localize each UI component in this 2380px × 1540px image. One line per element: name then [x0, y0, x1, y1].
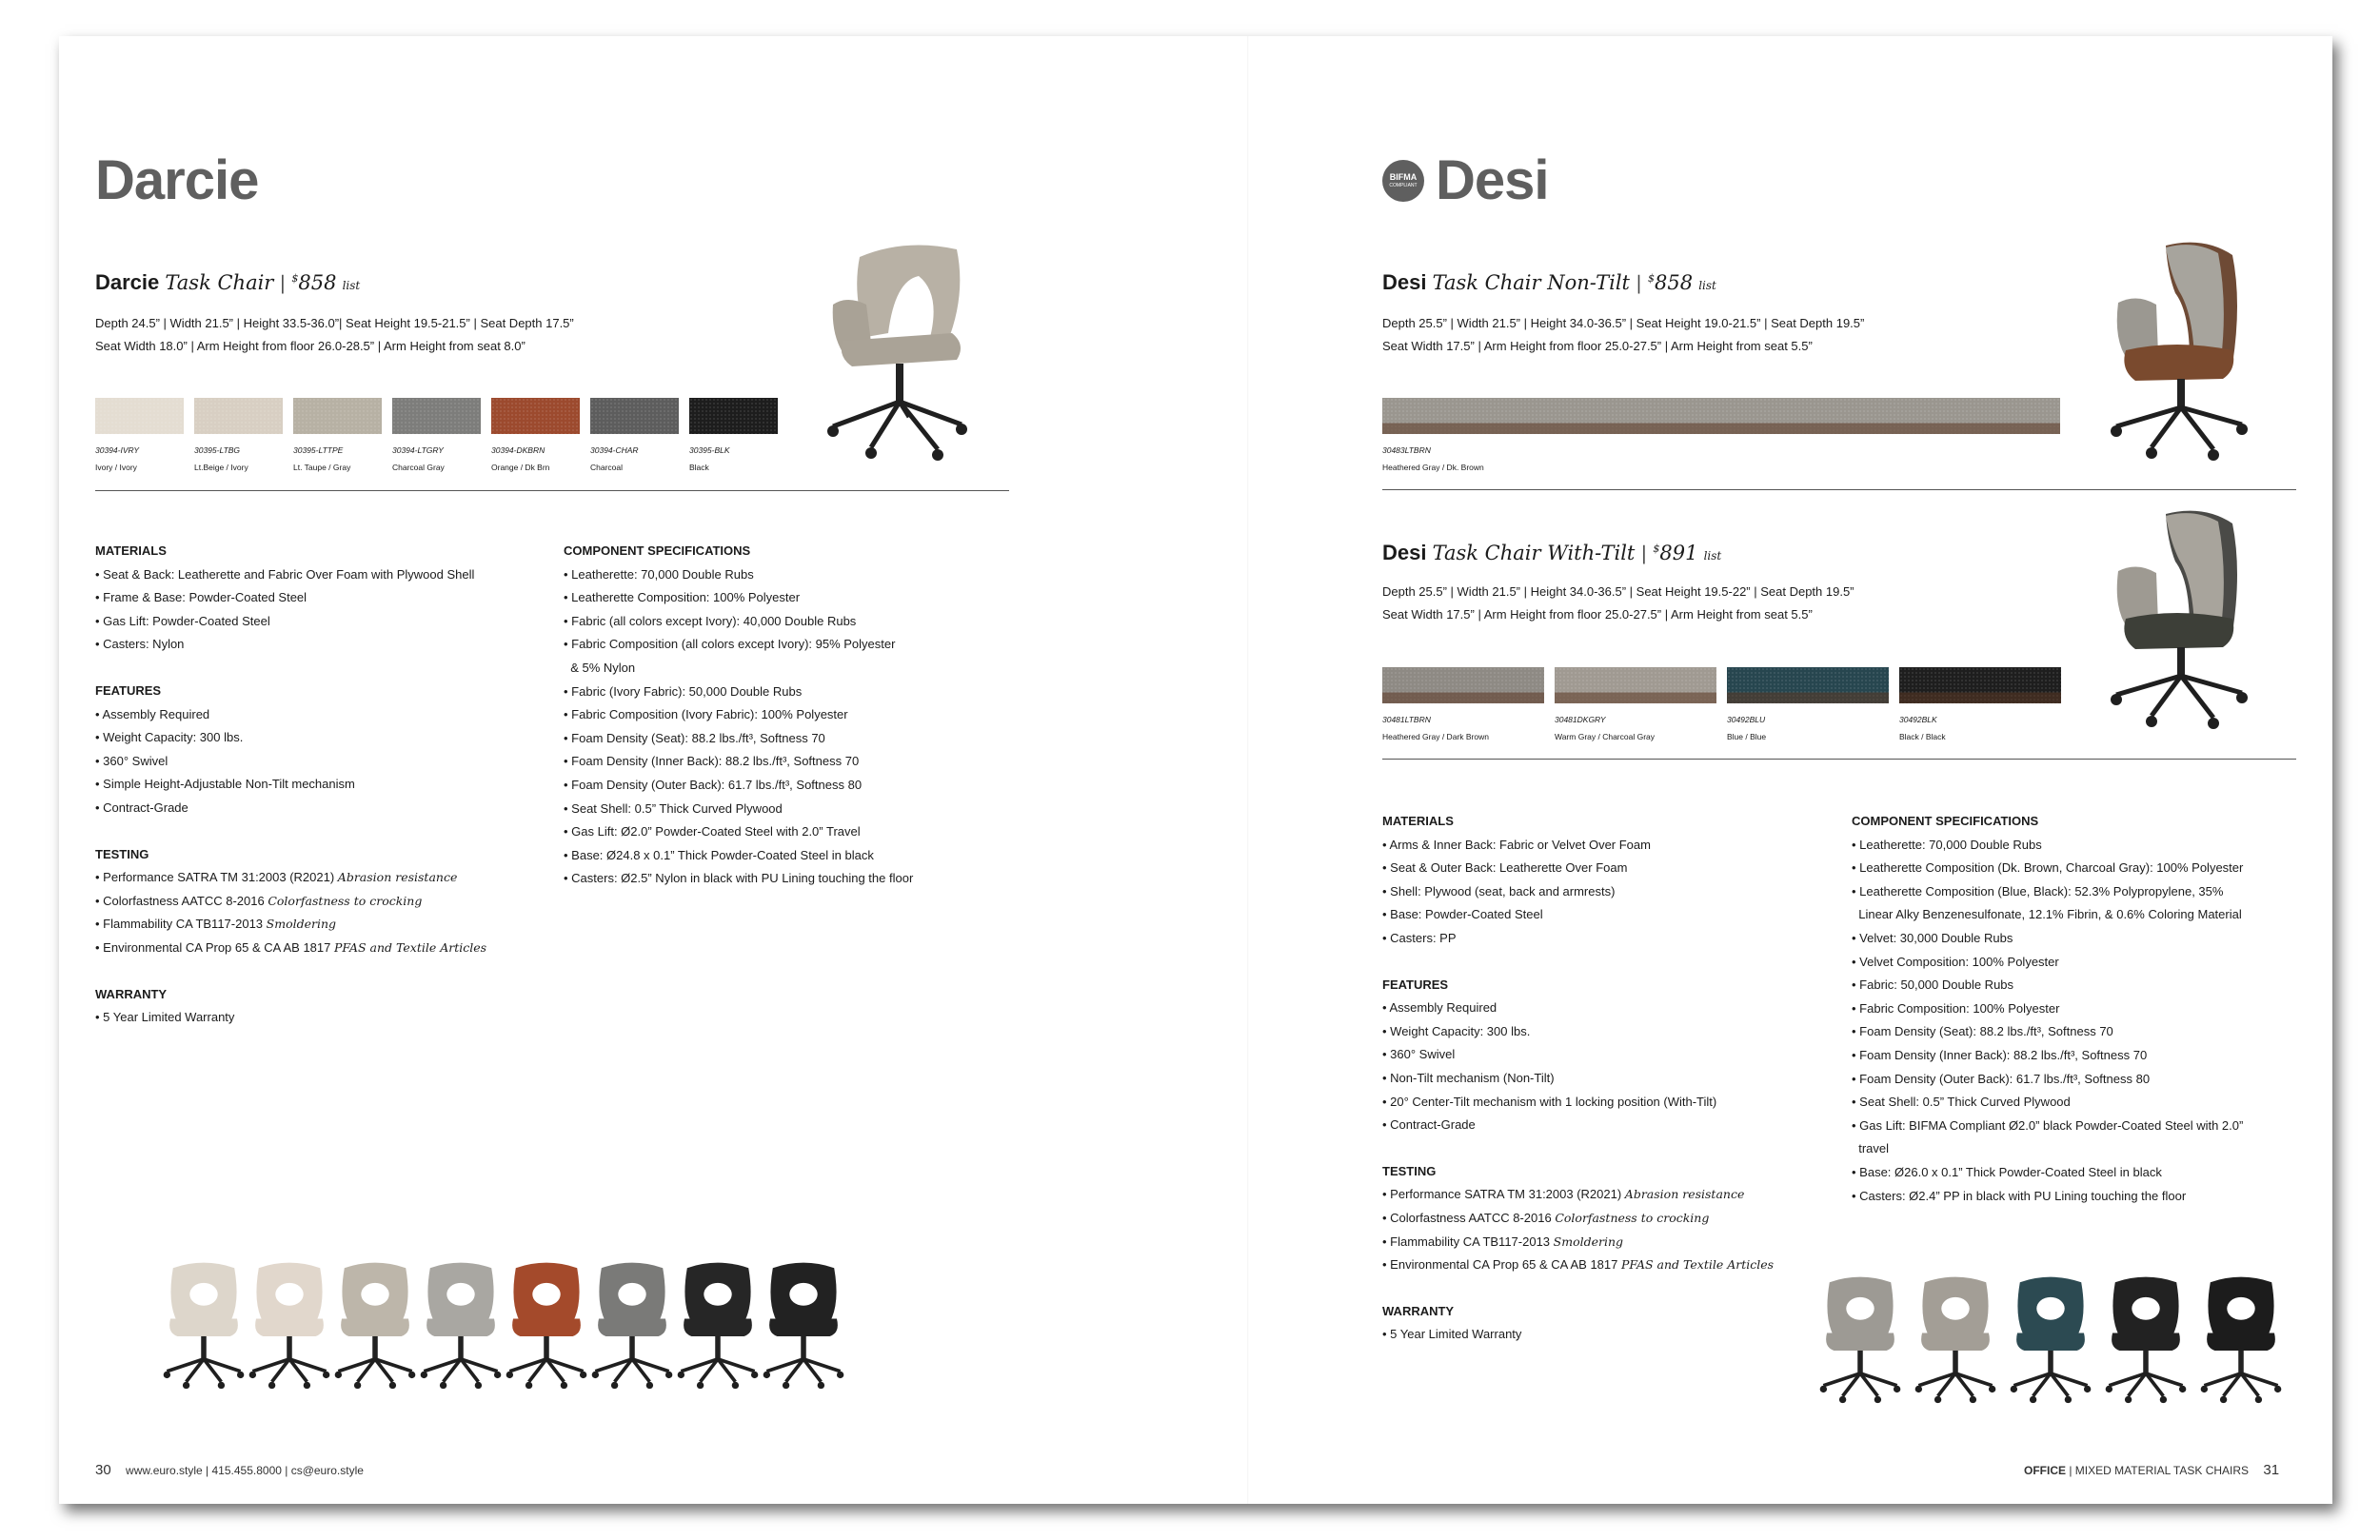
fabric-swatch — [392, 398, 481, 434]
spec-list-item: • Fabric (Ivory Fabric): 50,000 Double Rubs — [564, 683, 803, 699]
title-separator: | — [279, 271, 287, 294]
product-type: Task Chair With-Tilt — [1432, 542, 1636, 564]
spec-list-item: • Leatherette: 70,000 Double Rubs — [564, 566, 754, 582]
dimensions-line-1: Depth 25.5” | Width 21.5” | Height 34.0-36.5” | Seat Height 19.5-22” | Seat Depth 19.5” — [1382, 584, 1854, 599]
fabric-swatch — [1899, 667, 2061, 703]
product-title-desi-with-tilt — [1382, 541, 1721, 565]
lineup-chair-image — [331, 1249, 419, 1401]
lineup-chair-image — [503, 1249, 590, 1401]
page-gutter — [1247, 36, 1249, 1504]
dimensions-line-1: Depth 24.5” | Width 21.5” | Height 33.5-36.0”| Seat Height 19.5-21.5” | Seat Depth 17.5” — [95, 316, 574, 330]
swatch-code: 30395-LTBG — [194, 445, 241, 455]
features-heading: FEATURES — [1382, 977, 1449, 992]
product-price: $891 — [1653, 542, 1698, 564]
spec-list-item: • Foam Density (Seat): 88.2 lbs./ft³, Softness 70 — [1852, 1024, 2113, 1039]
fabric-swatch — [293, 398, 382, 434]
spec-list-item — [1382, 1231, 1774, 1254]
test-standard: • Environmental CA Prop 65 & CA AB 1817 — [95, 939, 334, 955]
fabric-swatch — [1382, 398, 2060, 434]
features-heading: FEATURES — [95, 682, 162, 698]
test-standard: • Performance SATRA TM 31:2003 (R2021) — [1382, 1187, 1625, 1202]
spec-list-item: • Leatherette Composition: 100% Polyester — [564, 590, 801, 605]
title-separator: | — [1636, 271, 1642, 294]
spec-list-item: • Fabric (all colors except Ivory): 40,000 Double Rubs — [564, 613, 857, 628]
spec-list-item: • Fabric Composition (all colors except Ivory): 95% Polyester — [564, 637, 896, 652]
spec-list-item: • 20° Center-Tilt mechanism with 1 locking position (With-Tilt) — [1382, 1094, 1717, 1109]
spec-list-item: • Gas Lift: Ø2.0” Powder-Coated Steel with 2.0” Travel — [564, 824, 861, 839]
swatch-color-name: Ivory / Ivory — [95, 463, 137, 472]
product-type: Task Chair — [165, 271, 274, 294]
spec-list-item: • Assembly Required — [1382, 1000, 1497, 1016]
price-suffix: list — [1698, 279, 1716, 292]
spec-list-item: • Fabric: 50,000 Double Rubs — [1852, 977, 2014, 993]
warranty-heading: WARRANTY — [1382, 1303, 1455, 1318]
test-standard: • Flammability CA TB117-2013 — [1382, 1234, 1554, 1249]
swatch-color-name: Black — [689, 463, 709, 472]
spec-list-item — [95, 866, 486, 890]
darcie-component-specs — [564, 540, 913, 891]
lineup-chair-image — [674, 1249, 762, 1401]
fabric-swatch — [590, 398, 679, 434]
warranty-heading: WARRANTY — [95, 986, 168, 1001]
fabric-swatch — [491, 398, 580, 434]
spec-list-item — [95, 890, 486, 914]
testing-heading: TESTING — [95, 846, 149, 861]
desi-component-specs — [1852, 810, 2243, 1208]
spec-list-item: • Shell: Plywood (seat, back and armrests) — [1382, 883, 1616, 898]
spec-list-item: • Leatherette Composition (Dk. Brown, Charcoal Gray): 100% Polyester — [1852, 860, 2244, 876]
spec-list-item: • Fabric Composition (Ivory Fabric): 100% Polyester — [564, 707, 848, 722]
spec-list-item: • Frame & Base: Powder-Coated Steel — [95, 590, 307, 605]
spec-list-item: • Seat & Outer Back: Leatherette Over Foam — [1382, 860, 1628, 876]
spec-list-item — [1382, 1183, 1774, 1207]
test-note: Colorfastness to crocking — [268, 893, 423, 908]
spec-list-item: • 5 Year Limited Warranty — [1382, 1327, 1522, 1342]
spec-list-item: • 360° Swivel — [95, 753, 169, 768]
darcie-chair-image — [814, 238, 985, 466]
lineup-chair-image — [760, 1249, 847, 1401]
dimensions-line-2: Seat Width 18.0” | Arm Height from floor 26.0-28.5” | Arm Height from seat 8.0” — [95, 339, 526, 353]
spec-list-item: • Foam Density (Seat): 88.2 lbs./ft³, Softness 70 — [564, 730, 825, 745]
swatch-code: 30492BLK — [1899, 715, 1937, 724]
brand-title-darcie: Darcie — [95, 149, 259, 211]
swatch-code: 30394-CHAR — [590, 445, 639, 455]
fabric-swatch — [95, 398, 184, 434]
test-note: Smoldering — [1553, 1234, 1624, 1249]
lineup-chair-image — [1912, 1268, 1999, 1411]
materials-heading: MATERIALS — [95, 543, 167, 558]
test-standard: • Flammability CA TB117-2013 — [95, 917, 267, 932]
materials-heading: MATERIALS — [1382, 814, 1454, 828]
spec-list-item: • Assembly Required — [95, 706, 210, 721]
spec-list-item: • Seat Shell: 0.5” Thick Curved Plywood — [1852, 1095, 2071, 1110]
product-name: Desi — [1382, 270, 1427, 294]
test-note: Colorfastness to crocking — [1555, 1210, 1710, 1225]
spec-list-item: • Velvet: 30,000 Double Rubs — [1852, 930, 2013, 945]
spec-list-item: • Weight Capacity: 300 lbs. — [1382, 1023, 1531, 1038]
lineup-chair-image — [2197, 1268, 2285, 1411]
fabric-swatch — [1555, 667, 1716, 703]
footer-subsection: | MIXED MATERIAL TASK CHAIRS — [2066, 1464, 2250, 1477]
test-standard: • Colorfastness AATCC 8-2016 — [95, 893, 268, 908]
spec-list-item: travel — [1852, 1141, 1890, 1156]
test-standard: • Colorfastness AATCC 8-2016 — [1382, 1210, 1556, 1225]
price-suffix: list — [342, 279, 361, 292]
spec-list-item: • Base: Ø26.0 x 0.1” Thick Powder-Coated Steel in black — [1852, 1164, 2162, 1179]
test-note: PFAS and Textile Articles — [333, 939, 487, 955]
lineup-chair-image — [160, 1249, 248, 1401]
spec-list-item: • Seat & Back: Leatherette and Fabric Over Foam with Plywood Shell — [95, 566, 475, 582]
spec-list-item: • Foam Density (Outer Back): 61.7 lbs./ft³, Softness 80 — [1852, 1071, 2151, 1086]
swatch-code: 30483LTBRN — [1382, 445, 1431, 455]
spec-list-item: Linear Alky Benzenesulfonate, 12.1% Fibrin, & 0.6% Coloring Material — [1852, 907, 2242, 922]
spec-list-item: • Gas Lift: Powder-Coated Steel — [95, 613, 270, 628]
product-price: $858 — [1648, 271, 1694, 294]
swatch-color-name: Charcoal Gray — [392, 463, 445, 472]
spec-list-item: • Casters: Nylon — [95, 637, 185, 652]
swatch-color-name: Heathered Gray / Dark Brown — [1382, 732, 1489, 741]
spec-list-item: • Simple Height-Adjustable Non-Tilt mechanism — [95, 777, 355, 792]
brand-title-desi: Desi — [1436, 149, 1549, 211]
test-note: PFAS and Textile Articles — [1620, 1257, 1775, 1273]
product-dimensions — [95, 312, 574, 358]
spec-list-item: • Casters: Ø2.5” Nylon in black with PU Lining touching the floor — [564, 871, 914, 886]
spec-list-item: • Fabric Composition: 100% Polyester — [1852, 1000, 2060, 1016]
product-name: Darcie — [95, 270, 160, 294]
spec-list-item: • Casters: Ø2.4” PP in black with PU Lining touching the floor — [1852, 1188, 2187, 1203]
swatch-color-name: Charcoal — [590, 463, 624, 472]
swatch-code: 30395-LTTPE — [293, 445, 344, 455]
dimensions-line-2: Seat Width 17.5” | Arm Height from floor 25.0-27.5” | Arm Height from seat 5.5” — [1382, 339, 1813, 353]
title-separator: | — [1640, 542, 1648, 564]
section-divider — [95, 490, 1009, 491]
section-divider — [1382, 759, 2296, 760]
swatch-color-name: Black / Black — [1899, 732, 1946, 741]
testing-heading: TESTING — [1382, 1163, 1437, 1178]
product-price: $858 — [291, 271, 337, 294]
product-type: Task Chair Non-Tilt — [1432, 271, 1630, 294]
lineup-chair-image — [2007, 1268, 2094, 1411]
page-number: 31 — [2263, 1462, 2280, 1478]
product-title-desi-non-tilt — [1382, 270, 1716, 295]
spec-list-item: • Non-Tilt mechanism (Non-Tilt) — [1382, 1070, 1555, 1085]
fabric-swatch — [1382, 667, 1544, 703]
spec-list-item: • Leatherette Composition (Blue, Black): 52.3% Polypropylene, 35% — [1852, 883, 2224, 898]
spec-list-item: • Arms & Inner Back: Fabric or Velvet Over Foam — [1382, 837, 1651, 852]
desi-specs-left-column — [1382, 810, 1774, 1347]
spec-list-item: • Weight Capacity: 300 lbs. — [95, 730, 244, 745]
spec-list-item: • Casters: PP — [1382, 930, 1457, 945]
spec-list-item: & 5% Nylon — [564, 660, 636, 675]
spec-list-item: • Base: Powder-Coated Steel — [1382, 907, 1543, 922]
test-standard: • Environmental CA Prop 65 & CA AB 1817 — [1382, 1257, 1621, 1273]
product-title-darcie — [95, 270, 360, 295]
spec-list-item: • Gas Lift: BIFMA Compliant Ø2.0” black Powder-Coated Steel with 2.0” — [1852, 1117, 2244, 1133]
fabric-swatch — [194, 398, 283, 434]
swatch-code: 30481DKGRY — [1555, 715, 1606, 724]
swatch-color-name: Warm Gray / Charcoal Gray — [1555, 732, 1656, 741]
spec-list-item: • Foam Density (Outer Back): 61.7 lbs./ft³, Softness 80 — [564, 777, 863, 792]
dimensions-line-1: Depth 25.5” | Width 21.5” | Height 34.0-36.5” | Seat Height 19.0-21.5” | Seat Depth 19.5” — [1382, 316, 1865, 330]
footer-section: OFFICE — [2024, 1464, 2066, 1477]
swatch-code: 30481LTBRN — [1382, 715, 1431, 724]
footer-left — [95, 1462, 364, 1478]
spec-list-item: • Contract-Grade — [1382, 1117, 1476, 1133]
swatch-code: 30394-DKBRN — [491, 445, 545, 455]
lineup-chair-image — [2102, 1268, 2190, 1411]
footer-right — [2024, 1462, 2279, 1478]
swatch-code: 30492BLU — [1727, 715, 1766, 724]
fabric-swatch — [689, 398, 778, 434]
swatch-color-name: Orange / Dk Brn — [491, 463, 550, 472]
desi-with-tilt-chair-image — [2099, 504, 2261, 733]
lineup-chair-image — [1816, 1268, 1904, 1411]
swatch-color-name: Lt.Beige / Ivory — [194, 463, 248, 472]
lineup-chair-image — [588, 1249, 676, 1401]
spec-list-item: • Foam Density (Inner Back): 88.2 lbs./ft³, Softness 70 — [1852, 1047, 2148, 1062]
product-dimensions — [1382, 312, 1864, 358]
test-standard: • Performance SATRA TM 31:2003 (R2021) — [95, 870, 338, 885]
darcie-specs-left-column — [95, 540, 486, 1030]
desi-non-tilt-chair-image — [2099, 236, 2261, 464]
spec-list-item — [95, 913, 486, 937]
bifma-compliant-badge-icon: BIFMA COMPLIANT — [1382, 160, 1424, 202]
spec-list-item — [95, 937, 486, 960]
footer-contact: www.euro.style | 415.455.8000 | cs@euro.style — [126, 1464, 364, 1477]
swatch-color-name: Blue / Blue — [1727, 732, 1767, 741]
fabric-swatch — [1727, 667, 1889, 703]
test-note: Smoldering — [266, 917, 337, 932]
test-note: Abrasion resistance — [1624, 1187, 1745, 1202]
lineup-chair-image — [417, 1249, 505, 1401]
spec-list-item: • Foam Density (Inner Back): 88.2 lbs./ft³, Softness 70 — [564, 754, 860, 769]
spec-list-item: • Leatherette: 70,000 Double Rubs — [1852, 837, 2042, 852]
spec-list-item: • 5 Year Limited Warranty — [95, 1010, 235, 1025]
price-suffix: list — [1703, 549, 1722, 563]
spec-list-item: • Base: Ø24.8 x 0.1” Thick Powder-Coated Steel in black — [564, 847, 874, 862]
component-specs-heading: COMPONENT SPECIFICATIONS — [564, 543, 751, 558]
spec-list-item: • Velvet Composition: 100% Polyester — [1852, 954, 2059, 969]
swatch-color-name: Heathered Gray / Dk. Brown — [1382, 463, 1484, 472]
product-dimensions — [1382, 581, 1854, 626]
swatch-color-name: Lt. Taupe / Gray — [293, 463, 351, 472]
lineup-chair-image — [246, 1249, 333, 1401]
spec-list-item: • Seat Shell: 0.5” Thick Curved Plywood — [564, 800, 783, 816]
test-note: Abrasion resistance — [337, 870, 458, 885]
page-number: 30 — [95, 1462, 111, 1478]
component-specs-heading: COMPONENT SPECIFICATIONS — [1852, 814, 2039, 828]
swatch-code: 30395-BLK — [689, 445, 730, 455]
spec-list-item — [1382, 1207, 1774, 1231]
spec-list-item — [1382, 1254, 1774, 1277]
spec-list-item: • 360° Swivel — [1382, 1047, 1456, 1062]
spec-list-item: • Contract-Grade — [95, 800, 188, 815]
swatch-code: 30394-LTGRY — [392, 445, 444, 455]
product-name: Desi — [1382, 541, 1427, 564]
swatch-code: 30394-IVRY — [95, 445, 139, 455]
section-divider — [1382, 489, 2296, 490]
dimensions-line-2: Seat Width 17.5” | Arm Height from floor 25.0-27.5” | Arm Height from seat 5.5” — [1382, 607, 1813, 622]
